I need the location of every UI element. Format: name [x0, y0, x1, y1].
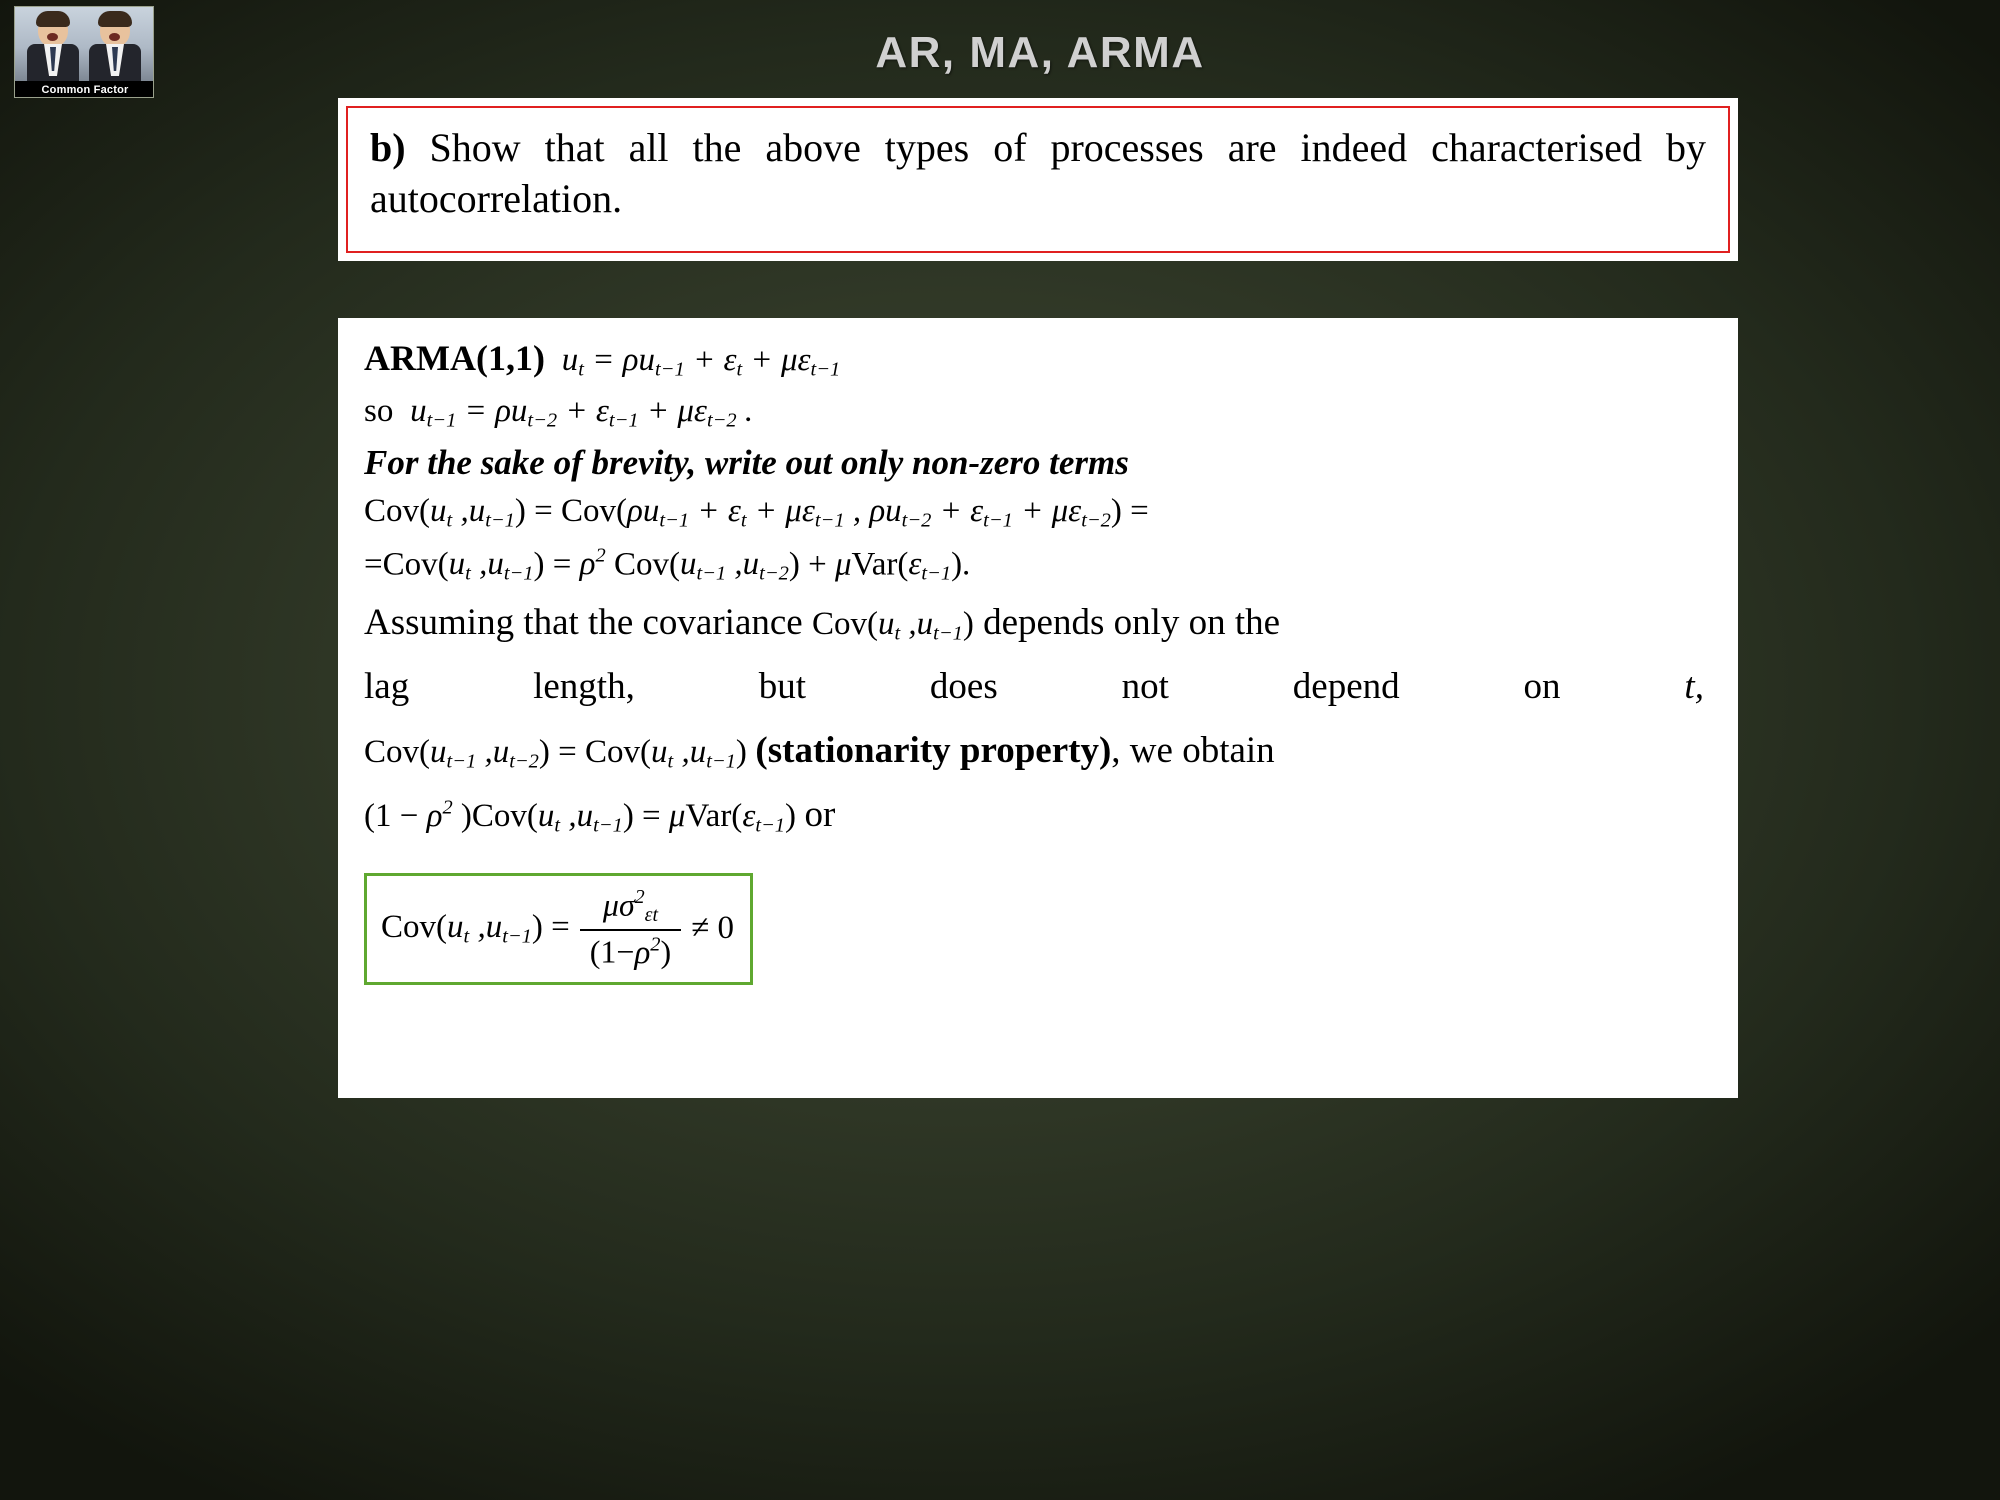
result-equation [381, 886, 734, 972]
arma-equation: $u_t = \rho u_{t-1} + \varepsilon_t + \mu\varepsilon_{t-1}$ [553, 342, 841, 381]
question-text [370, 122, 1706, 224]
arma-definition-line [364, 340, 1712, 380]
word-length: length, [533, 666, 635, 708]
result-fraction [580, 886, 681, 972]
result-box [364, 873, 753, 985]
covariance-reduced-line: $=Cov(u_t$ $,u_{t-1}) = \rho^2$ $Cov(u_{t-1}$ $,u_{t-2}) + \mu Var(\varepsilon_{t-1})$. [364, 544, 971, 585]
word-does: does [929, 666, 998, 708]
derivation-panel [338, 318, 1738, 1098]
arma-lagged-equation: $u_{t-1} = \rho u_{t-2} + \varepsilon_{t-1} + \mu\varepsilon_{t-2}$ . [401, 393, 754, 432]
assumption-text-line1 [364, 598, 1712, 648]
fraction-denominator: $(1-\rho^2)$ [589, 933, 672, 971]
assumption-text-line2 [364, 662, 1704, 712]
logo-badge [14, 6, 154, 98]
word-t: t, [1684, 666, 1704, 708]
arma-lagged-line [364, 394, 1712, 431]
word-not: not [1121, 666, 1169, 708]
presenter-right [87, 13, 143, 81]
assumption-suffix: depends only on the [983, 602, 1281, 644]
question-label: b) [370, 125, 406, 170]
arma-label: ARMA(1,1) [364, 338, 545, 378]
word-but: but [758, 666, 806, 708]
fraction-numerator: $\mu\sigma^2_{\varepsilon t}$ [602, 886, 658, 927]
question-panel [338, 98, 1738, 261]
result-rhs: ≠ 0 [691, 910, 735, 947]
covariance-expansion-line: $Cov(u_t$ $,u_{t-1}) = Cov(\rho u_{t-1} + \varepsilon_t + \mu\varepsilon_{t-1}$ , $\rho u_{t-2} + \varepsilon_{t-1} + \mu\varepsilon_{t-2}$) = [364, 493, 1149, 533]
assumption-prefix: Assuming that the covariance [364, 602, 803, 644]
stationarity-line: $Cov(u_{t-1}$ $,u_{t-2}) = Cov(u_t$ $,u_{t-1}$) (stationarity property), we obtain [364, 730, 1275, 773]
solved-equation-line: ($1 - \rho^2$ )$Cov(u_t$ $,u_{t-1}) = \mu Var(\varepsilon_{t-1})$ or [364, 793, 836, 837]
result-lhs: $Cov(u_t$ $,u_{t-1}$) = [381, 909, 570, 948]
question-red-border [346, 106, 1730, 253]
word-on: on [1523, 666, 1561, 708]
presenter-left [25, 13, 81, 81]
or-connector: or [804, 793, 836, 835]
stationarity-tail: , we obtain [1111, 730, 1275, 772]
logo-caption: Common Factor [15, 81, 154, 98]
assumption-cov-term: $Cov(u_t$ $,u_{t-1}$) [811, 606, 974, 646]
brevity-note: For the sake of brevity, write out only non-zero terms [364, 443, 1129, 483]
word-depend: depend [1292, 666, 1400, 708]
so-prefix: so [364, 393, 394, 430]
question-body: Show that all the above types of processes are indeed characterised by autocorrelation. [370, 125, 1706, 222]
twin-presenters-photo [15, 7, 154, 81]
page-title: AR, MA, ARMA [875, 28, 1205, 77]
word-lag: lag [364, 666, 410, 708]
stationarity-property-label: (stationarity property) [755, 730, 1112, 772]
